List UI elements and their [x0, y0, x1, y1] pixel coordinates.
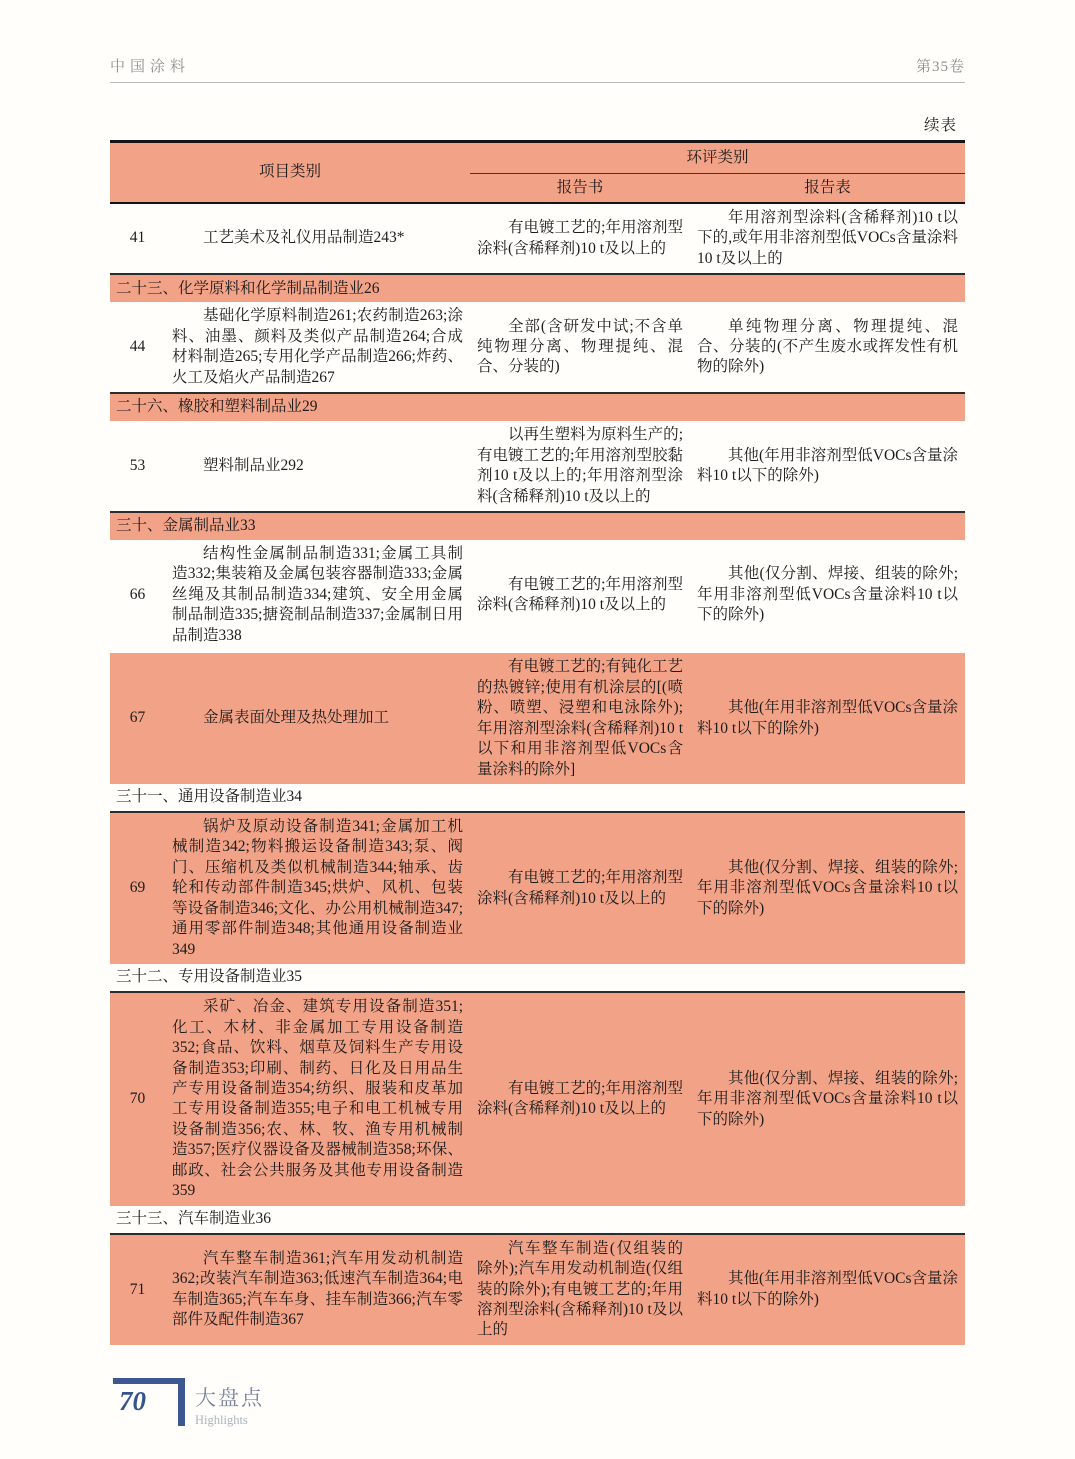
project-category-cell: 基础化学原料制造261;农药制造263;涂料、油墨、颜料及类似产品制造264;合成材料制造265;专用化学产品制造266;炸药、火工及焰火产品制造267	[172, 307, 464, 386]
classification-row	[110, 421, 965, 512]
project-category-cell: 汽车整车制造361;汽车用发动机制造362;改装汽车制造363;低速汽车制造364;电车制造365;汽车车身、挂车制造366;汽车零部件及配件制造367	[165, 1234, 470, 1345]
industry-section-row	[110, 512, 965, 540]
classification-row	[110, 302, 965, 393]
classification-row	[110, 812, 965, 964]
report-form-cell: 年用溶剂型涂料(含稀释剂)10 t以下的,或年用非溶剂型低VOCs含量涂料10 t及以上的	[697, 209, 959, 267]
col-header-report-form: 报告表	[690, 174, 965, 204]
industry-section-label: 三十、金属制品业33	[110, 512, 965, 540]
industry-section-row	[110, 784, 965, 812]
row-number: 44	[129, 338, 146, 356]
project-category-cell: 塑料制品业292	[203, 456, 304, 474]
project-category-cell: 工艺美术及礼仪用品制造243*	[203, 229, 405, 247]
project-category-cell: 采矿、冶金、建筑专用设备制造351;化工、木材、非金属加工专用设备制造352;食品、饮料、烟草及饲料生产专用设备制造353;印刷、制药、日化及日用品生产专用设备制造354;纺织、服装和皮革加工专用设备制造355;电子和电工机械专用设备制造356;农、林、牧、渔专用机械制造357;医疗仪器设备及器械制造358;环保、邮政、社会公共服务及其他专用设备制造359	[165, 992, 470, 1206]
industry-section-row	[110, 274, 965, 302]
report-book-cell: 以再生塑料为原料生产的;有电镀工艺的;年用溶剂型胶黏剂10 t及以上的;年用溶剂型涂料(含稀释剂)10 t及以上的	[477, 426, 684, 505]
report-form-cell: 其他(仅分割、焊接、组装的除外;年用非溶剂型低VOCs含量涂料10 t以下的除外)	[690, 992, 965, 1206]
classification-table	[110, 140, 965, 1345]
volume-label: 第35卷	[915, 59, 965, 75]
report-form-cell: 其他(年用非溶剂型低VOCs含量涂料10 t以下的除外)	[690, 1234, 965, 1345]
report-form-cell: 其他(仅分割、焊接、组装的除外;年用非溶剂型低VOCs含量涂料10 t以下的除外)	[690, 812, 965, 964]
report-form-cell: 单纯物理分离、物理提纯、混合、分装的(不产生废水或挥发性有机物的除外)	[697, 317, 959, 376]
corner-bracket-side	[178, 1378, 185, 1426]
classification-row	[110, 1234, 965, 1345]
project-category-cell: 结构性金属制品制造331;金属工具制造332;集装箱及金属包装容器制造333;金属丝绳及其制品制造334;建筑、安全用金属制品制造335;搪瓷制品制造337;金属制日用品制造338	[172, 544, 464, 644]
report-form-cell: 其他(年用非溶剂型低VOCs含量涂料10 t以下的除外)	[690, 652, 965, 784]
table-body	[110, 203, 965, 1345]
industry-section-row	[110, 1206, 965, 1234]
row-number: 66	[129, 585, 146, 603]
project-category-cell: 锅炉及原动设备制造341;金属加工机械制造342;物料搬运设备制造343;泵、阀门、压缩机及类似机械制造344;轴承、齿轮和传动部件制造345;烘炉、风机、包装等设备制造346;文化、办公用机械制造347;通用零部件制造348;其他通用设备制造业349	[165, 812, 470, 964]
footer-section-subtitle: Highlights	[195, 1413, 248, 1427]
classification-table-wrap	[110, 140, 965, 1345]
industry-section-label: 三十一、通用设备制造业34	[110, 784, 965, 812]
report-book-cell: 汽车整车制造(仅组装的除外);汽车用发动机制造(仅组装的除外);有电镀工艺的;年用溶剂型涂料(含稀释剂)10 t及以上的	[470, 1234, 690, 1345]
report-book-cell: 有电镀工艺的;有钝化工艺的热镀锌;使用有机涂层的[(喷粉、喷塑、浸塑和电泳除外);年用溶剂型涂料(含稀释剂)10 t以下和用非溶剂型低VOCs含量涂料的除外]	[470, 652, 690, 784]
journal-title: 中国涂料	[110, 59, 191, 75]
row-number: 41	[129, 229, 146, 247]
industry-section-label: 三十三、汽车制造业36	[110, 1206, 965, 1234]
continued-table-label: 续表	[923, 117, 957, 134]
classification-row	[110, 203, 965, 274]
corner-bracket-top	[113, 1378, 185, 1384]
row-number: 70	[110, 992, 165, 1206]
industry-section-label: 二十三、化学原料和化学制品制造业26	[110, 274, 965, 302]
running-head	[110, 55, 965, 83]
report-book-cell: 有电镀工艺的;年用溶剂型涂料(含稀释剂)10 t及以上的	[477, 575, 684, 614]
row-number: 53	[129, 456, 146, 474]
page-footer-mark	[113, 1378, 264, 1428]
project-category-cell: 金属表面处理及热处理加工	[165, 652, 470, 784]
header-row-1	[110, 142, 965, 174]
footer-section-text	[195, 1378, 264, 1428]
row-number: 71	[110, 1234, 165, 1345]
row-number: 69	[110, 812, 165, 964]
row-number: 67	[110, 652, 165, 784]
col-header-report-book: 报告书	[470, 174, 690, 204]
classification-row	[110, 652, 965, 784]
classification-row	[110, 992, 965, 1206]
classification-row	[110, 540, 965, 652]
report-form-cell: 其他(仅分割、焊接、组装的除外;年用非溶剂型低VOCs含量涂料10 t以下的除外)	[697, 565, 959, 624]
page-number: 70	[119, 1386, 146, 1416]
report-book-cell: 有电镀工艺的;年用溶剂型涂料(含稀释剂)10 t及以上的	[470, 992, 690, 1206]
report-book-cell: 有电镀工艺的;年用溶剂型涂料(含稀释剂)10 t及以上的	[477, 219, 684, 257]
col-header-project-category: 项目类别	[110, 142, 470, 204]
industry-section-label: 二十六、橡胶和塑料制品业29	[110, 393, 965, 421]
industry-section-row	[110, 393, 965, 421]
report-book-cell: 有电镀工艺的;年用溶剂型涂料(含稀释剂)10 t及以上的	[470, 812, 690, 964]
industry-section-row	[110, 964, 965, 992]
industry-section-label: 三十二、专用设备制造业35	[110, 964, 965, 992]
report-form-cell: 其他(年用非溶剂型低VOCs含量涂料10 t以下的除外)	[697, 446, 959, 485]
col-header-eia-category: 环评类别	[470, 142, 965, 174]
table-header	[110, 142, 965, 204]
report-book-cell: 全部(含研发中试;不含单纯物理分离、物理提纯、混合、分装的)	[477, 317, 684, 376]
page-number-box	[113, 1378, 185, 1426]
footer-section-title: 大盘点	[195, 1386, 264, 1410]
